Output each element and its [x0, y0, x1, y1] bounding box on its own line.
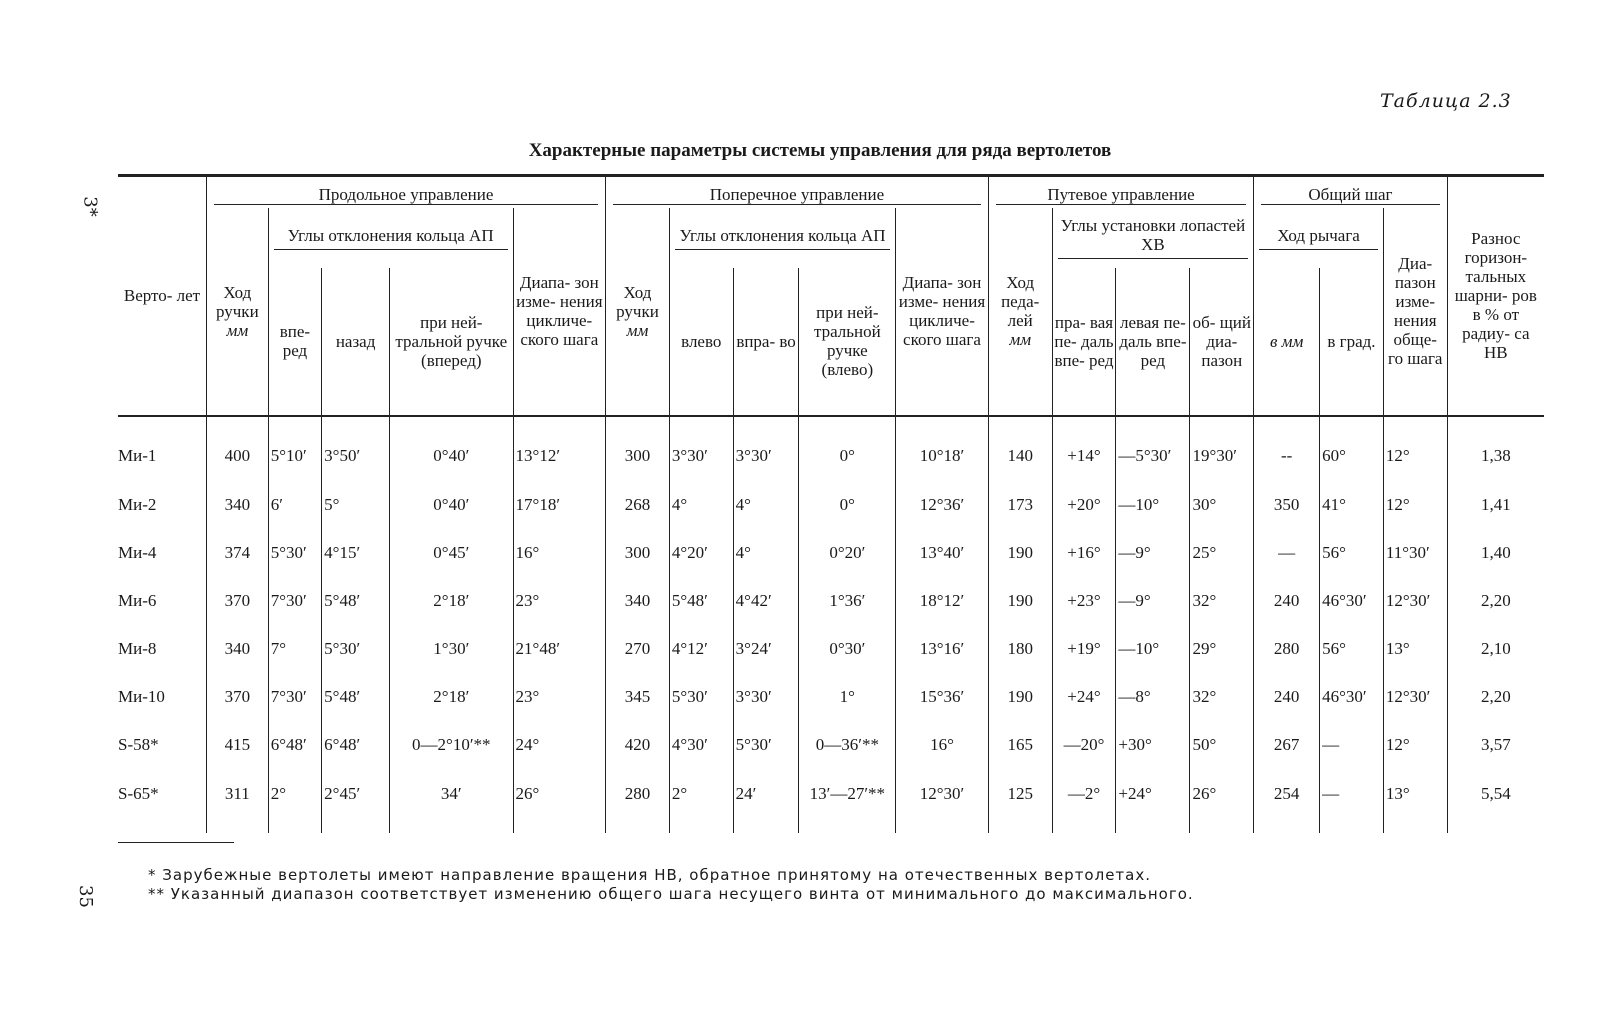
- table-cell: 4°15′: [322, 529, 390, 577]
- table-cell: 270: [606, 625, 670, 673]
- header-pedal-travel: Ход педа- лей мм: [988, 208, 1052, 416]
- table-cell: 254: [1254, 769, 1320, 833]
- header-lever-travel: Ход рычага: [1254, 208, 1384, 268]
- header-swash-angles-lat: Углы отклонения кольца АП: [669, 208, 895, 268]
- table-cell: 16°: [513, 529, 606, 577]
- table-cell: 25°: [1190, 529, 1254, 577]
- header-hinge-offset: Разнос горизон- тальных шарни- ров в % от радиу- са НВ: [1447, 176, 1544, 416]
- table-cell: 374: [206, 529, 268, 577]
- table-cell: 7°30′: [268, 673, 321, 721]
- table-cell: 240: [1254, 577, 1320, 625]
- table-cell: 240: [1254, 673, 1320, 721]
- table-cell: +30°: [1116, 721, 1190, 769]
- table-cell: +24°: [1052, 673, 1116, 721]
- table-cell: 17°18′: [513, 481, 606, 529]
- table-cell: 30°: [1190, 481, 1254, 529]
- table-number-label: Таблица 2.3: [1380, 90, 1512, 112]
- header-total-range: об- щий диа- пазон: [1190, 268, 1254, 416]
- header-yaw-control: Путевое управление: [988, 176, 1253, 208]
- table-cell: 165: [988, 721, 1052, 769]
- header-collective-range: Диа- пазон изме- нения обще- го шага: [1383, 208, 1447, 416]
- table-cell: 0°40′: [390, 416, 513, 481]
- table-body: [118, 416, 1544, 833]
- table-cell: 0°40′: [390, 481, 513, 529]
- table-cell: 268: [606, 481, 670, 529]
- header-stick-travel-lat: Ход ручки мм: [606, 208, 670, 416]
- header-cyclic-range-lat: Диапа- зон изме- нения цикличе- ского шага: [896, 208, 989, 416]
- table-cell: 5°30′: [322, 625, 390, 673]
- table-cell: 13°16′: [896, 625, 989, 673]
- table-cell: 5°48′: [322, 577, 390, 625]
- table-row: [118, 577, 1544, 625]
- table-cell: —10°: [1116, 625, 1190, 673]
- table-cell: —: [1320, 721, 1384, 769]
- table-cell: 340: [206, 625, 268, 673]
- table-cell: 1°30′: [390, 625, 513, 673]
- helicopter-name-cell: Ми-2: [118, 481, 206, 529]
- helicopter-name-cell: Ми-4: [118, 529, 206, 577]
- table-cell: 0—36′**: [799, 721, 896, 769]
- table-cell: 4°30′: [669, 721, 733, 769]
- table-cell: 16°: [896, 721, 989, 769]
- table-cell: 1,41: [1447, 481, 1544, 529]
- table-cell: 280: [606, 769, 670, 833]
- table-cell: 4°: [733, 481, 799, 529]
- table-cell: 13′—27′**: [799, 769, 896, 833]
- table-row: [118, 721, 1544, 769]
- table-cell: 300: [606, 529, 670, 577]
- header-neutral-left: при ней- тральной ручке (влево): [799, 268, 896, 416]
- table-cell: 12°: [1383, 721, 1447, 769]
- table-row: [118, 769, 1544, 833]
- table-cell: 3°30′: [733, 673, 799, 721]
- header-cyclic-range-long: Диапа- зон изме- нения цикличе- ского шага: [513, 208, 606, 416]
- table-cell: 12°: [1383, 416, 1447, 481]
- table-cell: 2°: [268, 769, 321, 833]
- table-cell: 5°30′: [669, 673, 733, 721]
- table-cell: 23°: [513, 577, 606, 625]
- table-cell: 2°45′: [322, 769, 390, 833]
- header-blade-angles: Углы установки лопастей ХВ: [1052, 208, 1254, 268]
- table-cell: 13°40′: [896, 529, 989, 577]
- table-cell: —: [1254, 529, 1320, 577]
- table-cell: 180: [988, 625, 1052, 673]
- table-cell: 300: [606, 416, 670, 481]
- table-cell: 280: [1254, 625, 1320, 673]
- table-cell: 4°42′: [733, 577, 799, 625]
- table-cell: 15°36′: [896, 673, 989, 721]
- header-in-deg: в град.: [1320, 268, 1384, 416]
- table-cell: —20°: [1052, 721, 1116, 769]
- table-cell: —9°: [1116, 529, 1190, 577]
- table-cell: —10°: [1116, 481, 1190, 529]
- table-cell: 1°: [799, 673, 896, 721]
- table-cell: 0°: [799, 416, 896, 481]
- table-cell: 32°: [1190, 673, 1254, 721]
- table-cell: 34′: [390, 769, 513, 833]
- table-cell: 1°36′: [799, 577, 896, 625]
- helicopter-name-cell: Ми-8: [118, 625, 206, 673]
- table-cell: 19°30′: [1190, 416, 1254, 481]
- table-cell: 340: [606, 577, 670, 625]
- table-cell: 190: [988, 577, 1052, 625]
- header-helicopter: Верто- лет: [118, 176, 206, 416]
- table-cell: 173: [988, 481, 1052, 529]
- header-neutral-forward: при ней- тральной ручке (вперед): [390, 268, 513, 416]
- table-cell: 60°: [1320, 416, 1384, 481]
- table-cell: 56°: [1320, 529, 1384, 577]
- helicopter-name-cell: Ми-6: [118, 577, 206, 625]
- header-stick-travel-long: Ход ручки мм: [206, 208, 268, 416]
- footnote-rule: [118, 842, 234, 843]
- header-lateral-control: Поперечное управление: [606, 176, 989, 208]
- table-cell: 50°: [1190, 721, 1254, 769]
- table-cell: +20°: [1052, 481, 1116, 529]
- table-cell: 3°50′: [322, 416, 390, 481]
- table-cell: 311: [206, 769, 268, 833]
- table-cell: 0—2°10′**: [390, 721, 513, 769]
- table-cell: 5°48′: [669, 577, 733, 625]
- table-cell: 12°30′: [1383, 673, 1447, 721]
- table-cell: 4°12′: [669, 625, 733, 673]
- table-cell: 12°36′: [896, 481, 989, 529]
- table-cell: 2°: [669, 769, 733, 833]
- table-cell: 4°20′: [669, 529, 733, 577]
- table-cell: 46°30′: [1320, 577, 1384, 625]
- header-left-pedal: левая пе- даль впе- ред: [1116, 268, 1190, 416]
- table-cell: —8°: [1116, 673, 1190, 721]
- footnote-range: ** Указанный диапазон соответствует изменению общего шага несущего винта от минимального до максимального.: [148, 885, 1194, 903]
- header-longitudinal-control: Продольное управление: [206, 176, 605, 208]
- table-cell: 10°18′: [896, 416, 989, 481]
- table-cell: 370: [206, 673, 268, 721]
- table-cell: 2,20: [1447, 577, 1544, 625]
- table-cell: 13°12′: [513, 416, 606, 481]
- table-cell: 125: [988, 769, 1052, 833]
- table-cell: 12°30′: [896, 769, 989, 833]
- table-cell: 3°24′: [733, 625, 799, 673]
- table-cell: 26°: [513, 769, 606, 833]
- table-cell: 0°30′: [799, 625, 896, 673]
- table-cell: —: [1320, 769, 1384, 833]
- margin-signature-mark: 3*: [79, 196, 101, 217]
- table-cell: 24°: [513, 721, 606, 769]
- table-cell: —5°30′: [1116, 416, 1190, 481]
- table-cell: 46°30′: [1320, 673, 1384, 721]
- table-cell: 6′: [268, 481, 321, 529]
- table-cell: 6°48′: [268, 721, 321, 769]
- table-cell: 23°: [513, 673, 606, 721]
- table-cell: 13°: [1383, 625, 1447, 673]
- table-cell: 0°45′: [390, 529, 513, 577]
- helicopter-name-cell: S-58*: [118, 721, 206, 769]
- table-cell: 400: [206, 416, 268, 481]
- footnote-foreign: * Зарубежные вертолеты имеют направление вращения НВ, обратное принятому на отечественных вертолетах.: [148, 866, 1151, 884]
- table-cell: 2°18′: [390, 673, 513, 721]
- table-cell: 190: [988, 529, 1052, 577]
- table-row: [118, 625, 1544, 673]
- table-cell: —2°: [1052, 769, 1116, 833]
- header-right: впра- во: [733, 268, 799, 416]
- table-cell: 5°48′: [322, 673, 390, 721]
- table-cell: 420: [606, 721, 670, 769]
- table-cell: 190: [988, 673, 1052, 721]
- table-cell: 2°18′: [390, 577, 513, 625]
- footnotes: [148, 866, 1194, 904]
- table-cell: 0°20′: [799, 529, 896, 577]
- table-cell: 56°: [1320, 625, 1384, 673]
- table-cell: 1,40: [1447, 529, 1544, 577]
- table-cell: 12°: [1383, 481, 1447, 529]
- header-in-mm: в мм: [1254, 268, 1320, 416]
- page-number: 35: [74, 885, 96, 908]
- header-collective-pitch: Общий шаг: [1254, 176, 1447, 208]
- table-cell: +24°: [1116, 769, 1190, 833]
- table-cell: 5,54: [1447, 769, 1544, 833]
- table-cell: 7°: [268, 625, 321, 673]
- table-row: [118, 673, 1544, 721]
- helicopter-control-parameters-table: [118, 174, 1544, 833]
- table-cell: +23°: [1052, 577, 1116, 625]
- table-cell: --: [1254, 416, 1320, 481]
- table-cell: 29°: [1190, 625, 1254, 673]
- table-cell: 41°: [1320, 481, 1384, 529]
- table-cell: 11°30′: [1383, 529, 1447, 577]
- table-cell: 4°: [669, 481, 733, 529]
- table-cell: 5°10′: [268, 416, 321, 481]
- helicopter-name-cell: S-65*: [118, 769, 206, 833]
- table-cell: 6°48′: [322, 721, 390, 769]
- table-cell: 5°30′: [268, 529, 321, 577]
- table-cell: 5°30′: [733, 721, 799, 769]
- table-cell: 7°30′: [268, 577, 321, 625]
- header-back: назад: [322, 268, 390, 416]
- table-cell: 12°30′: [1383, 577, 1447, 625]
- table-cell: 26°: [1190, 769, 1254, 833]
- table-cell: 13°: [1383, 769, 1447, 833]
- table-cell: 350: [1254, 481, 1320, 529]
- table-cell: 3°30′: [669, 416, 733, 481]
- helicopter-name-cell: Ми-10: [118, 673, 206, 721]
- header-forward: впе- ред: [268, 268, 321, 416]
- table-cell: 2,20: [1447, 673, 1544, 721]
- table-row: [118, 529, 1544, 577]
- header-right-pedal: пра- вая пе- даль впе- ред: [1052, 268, 1116, 416]
- table-cell: 5°: [322, 481, 390, 529]
- table-cell: 3°30′: [733, 416, 799, 481]
- header-left: влево: [669, 268, 733, 416]
- table-cell: +14°: [1052, 416, 1116, 481]
- table-cell: —9°: [1116, 577, 1190, 625]
- table-cell: 1,38: [1447, 416, 1544, 481]
- table-cell: 4°: [733, 529, 799, 577]
- table-cell: +19°: [1052, 625, 1116, 673]
- table-cell: 3,57: [1447, 721, 1544, 769]
- table-cell: 2,10: [1447, 625, 1544, 673]
- table-cell: 140: [988, 416, 1052, 481]
- table-cell: 267: [1254, 721, 1320, 769]
- table-cell: 32°: [1190, 577, 1254, 625]
- table-cell: 415: [206, 721, 268, 769]
- header-swash-angles-long: Углы отклонения кольца АП: [268, 208, 513, 268]
- table-cell: 345: [606, 673, 670, 721]
- table-row: [118, 481, 1544, 529]
- table-cell: 340: [206, 481, 268, 529]
- table-cell: 0°: [799, 481, 896, 529]
- table-row: [118, 416, 1544, 481]
- table-cell: 18°12′: [896, 577, 989, 625]
- table-cell: 370: [206, 577, 268, 625]
- helicopter-name-cell: Ми-1: [118, 416, 206, 481]
- table-cell: +16°: [1052, 529, 1116, 577]
- table-cell: 24′: [733, 769, 799, 833]
- table-cell: 21°48′: [513, 625, 606, 673]
- table-title: Характерные параметры системы управления для ряда вертолетов: [528, 140, 1112, 161]
